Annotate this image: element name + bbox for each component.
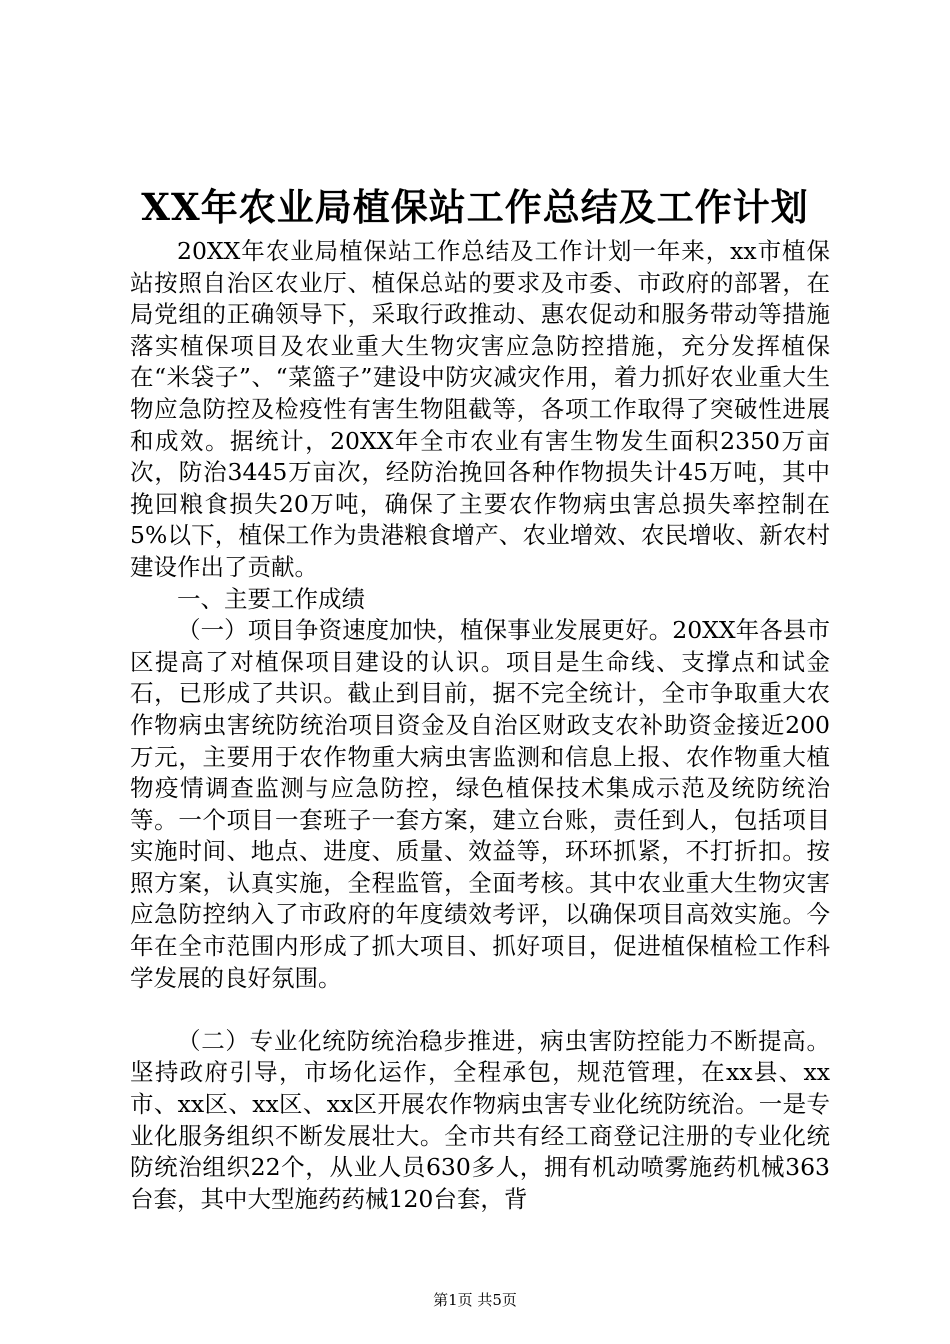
section-heading: 一、主要工作成绩 <box>177 584 365 613</box>
intro-paragraph: 20XX年农业局植保站工作总结及工作计划一年来，xx市植保站按照自治区农业厅、植保总站的要求及市委、市政府的部署，在局党组的正确领导下，采取行政推动、惠农促动和服务带动等措施落实植保项目及农业重大生物灾害应急防控措施，充分发挥植保在“米袋子”、“菜篮子”建设中防灾减灾作用，着力抓好农业重大生物应急防控及检疫性有害生物阻截等，各项工作取得了突破性进展和成效。据统计，20XX年全市农业有害生物发生面积2350万亩次，防治3445万亩次，经防治挽回各种作物损失计45万吨，其中挽回粮食损失20万吨，确保了主要农作物病虫害总损失率控制在5%以下，植保工作为贵港粮食增产、农业增效、农民增收、新农村建设作出了贡献。 <box>130 237 830 581</box>
page-number-footer: 第1页 共5页 <box>433 1291 517 1309</box>
section-1-paragraph: （一）项目争资速度加快，植保事业发展更好。20XX年各县市区提高了对植保项目建设的认识。项目是生命线、支撑点和试金石，已形成了共识。截止到目前，据不完全统计，全市争取重大农作物病虫害统防统治项目资金及自治区财政支农补助资金接近200万元，主要用于农作物重大病虫害监测和信息上报、农作物重大植物疫情调查监测与应急防控，绿色植保技术集成示范及统防统治等。一个项目一套班子一套方案，建立台账，责任到人，包括项目实施时间、地点、进度、质量、效益等，环环抓紧，不打折扣。按照方案，认真实施，全程监管，全面考核。其中农业重大生物灾害应急防控纳入了市政府的年度绩效考评，以确保项目高效实施。今年在全市范围内形成了抓大项目、抓好项目，促进植保植检工作科学发展的良好氛围。 <box>130 616 830 992</box>
document-body <box>130 236 830 1215</box>
document-title: XX年农业局植保站工作总结及工作计划 <box>141 185 809 229</box>
section-2-paragraph: （二）专业化统防统治稳步推进，病虫害防控能力不断提高。坚持政府引导，市场化运作，全程承包，规范管理，在xx县、xx市、xx区、xx区、xx区开展农作物病虫害专业化统防统治。一是专业化服务组织不断发展壮大。全市共有经工商登记注册的专业化统防统治组织22个，从业人员630多人，拥有机动喷雾施药机械363台套，其中大型施药药械120台套，背 <box>130 1026 830 1213</box>
